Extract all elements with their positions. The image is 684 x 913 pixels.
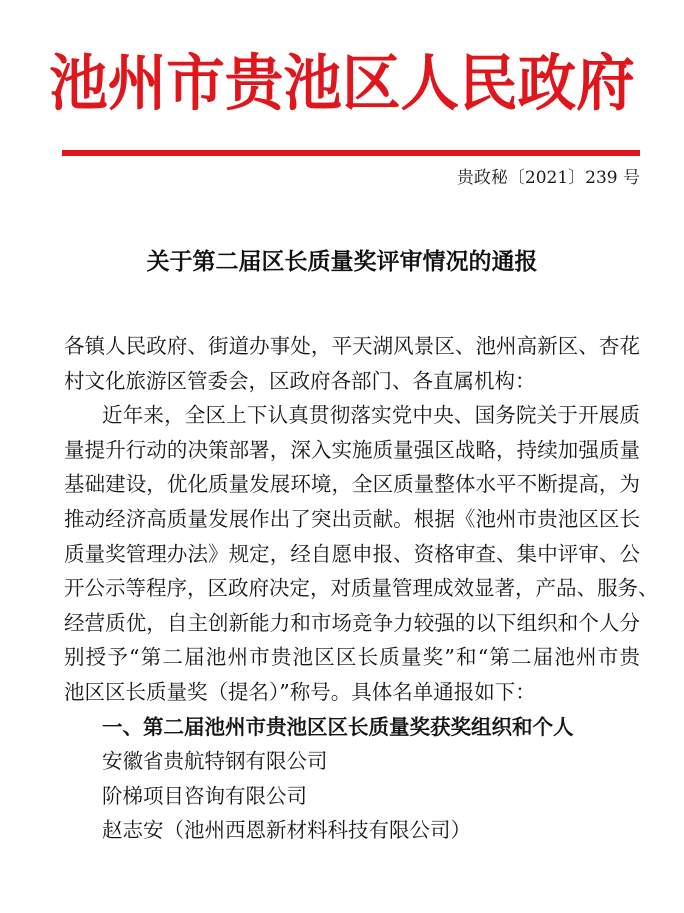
paragraph-line-6: 开公示等程序，区政府决定，对质量管理成效显著，产品、服务、 <box>64 576 659 601</box>
paragraph-line-8: 别授予“第二届池州市贵池区区长质量奖”和“第二届池州市贵 <box>64 645 640 670</box>
document-number: 贵政秘〔2021〕239 号 <box>456 168 640 188</box>
red-divider-line <box>62 150 640 156</box>
paragraph-line-5: 质量奖管理办法》规定，经自愿申报、资格审查、集中评审、公 <box>64 541 640 566</box>
paragraph-line-4: 推动经济高质量发展作出了突出贡献。根据《池州市贵池区区长 <box>64 506 640 531</box>
document-title: 关于第二届区长质量奖评审情况的通报 <box>146 248 538 275</box>
paragraph-line-9: 池区区长质量奖（提名）”称号。具体名单通报如下： <box>64 679 536 704</box>
paragraph-line-7: 经营质优，自主创新能力和市场竞争力较强的以下组织和个人分 <box>64 610 640 635</box>
paragraph-line-3: 基础建设，优化质量发展环境，全区质量整体水平不断提高，为 <box>64 472 640 497</box>
list-item: 安徽省贵航特钢有限公司 <box>102 749 328 774</box>
section-heading: 一、第二届池州市贵池区区长质量奖获奖组织和个人 <box>102 714 574 739</box>
paragraph-line-2: 量提升行动的决策部署，深入实施质量强区战略，持续加强质量 <box>64 437 640 462</box>
addressee-line-2: 村文化旅游区管委会，区政府各部门、各直属机构： <box>64 368 536 393</box>
paragraph-line-1: 近年来，全区上下认真贯彻落实党中央、国务院关于开展质 <box>102 403 640 428</box>
document-body <box>64 329 659 848</box>
government-masthead: 池州市贵池区人民政府 <box>49 48 635 119</box>
list-item: 阶梯项目咨询有限公司 <box>102 783 307 808</box>
addressee-line-1: 各镇人民政府、街道办事处，平天湖风景区、池州高新区、杏花 <box>64 334 640 358</box>
list-item: 赵志安（池州西恩新材料科技有限公司） <box>102 818 471 843</box>
